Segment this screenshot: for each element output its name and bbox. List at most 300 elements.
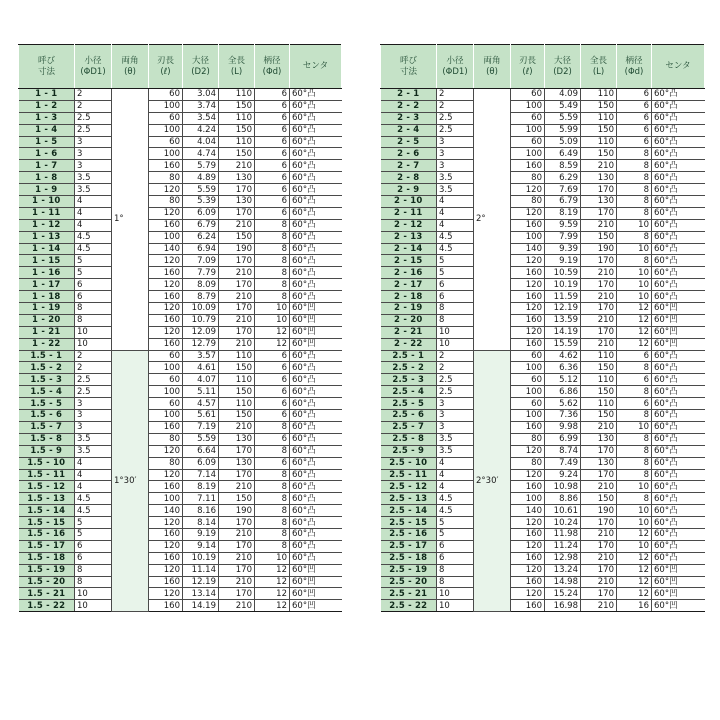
cell-total-length: 110 [581,89,617,101]
cell-shank-dia: 6 [617,124,652,136]
cell-center: 60°凸 [652,196,705,208]
cell-total-length: 190 [219,505,255,517]
table-row [19,148,342,160]
cell-center: 60°凸 [652,112,705,124]
cell-total-length: 210 [581,528,617,540]
table-row [381,338,705,350]
header-label: 全長 [227,55,245,66]
cell-flute-length: 100 [149,231,183,243]
cell-small-dia: 6 [75,540,112,552]
header-size [381,45,437,89]
cell-shank-dia: 6 [255,362,290,374]
cell-flute-length: 100 [511,124,545,136]
cell-total-length: 210 [581,219,617,231]
cell-large-dia: 4.09 [545,89,581,101]
cell-center: 60°凸 [290,362,342,374]
cell-center: 60°凸 [290,481,342,493]
cell-flute-length: 160 [149,219,183,231]
row-code: 2.5 - 21 [381,588,437,600]
header-label: センタ [302,61,329,71]
cell-large-dia: 8.59 [545,160,581,172]
row-code: 2 - 18 [381,291,437,303]
cell-total-length: 150 [219,362,255,374]
row-code: 2.5 - 20 [381,576,437,588]
table-row [381,469,705,481]
cell-flute-length: 100 [149,100,183,112]
cell-total-length: 210 [219,314,255,326]
cell-total-length: 130 [219,433,255,445]
row-code: 1.5 - 4 [19,386,75,398]
cell-center: 60°凹 [290,338,342,350]
cell-total-length: 110 [219,136,255,148]
table-row [381,279,705,291]
header-total-length [219,45,255,89]
cell-center: 60°凸 [290,457,342,469]
cell-shank-dia: 6 [617,112,652,124]
cell-shank-dia: 12 [617,338,652,350]
row-code: 2.5 - 8 [381,433,437,445]
table-row [19,136,342,148]
cell-total-length: 150 [581,231,617,243]
row-code: 2 - 5 [381,136,437,148]
cell-large-dia: 5.59 [183,184,219,196]
cell-total-length: 170 [581,255,617,267]
cell-flute-length: 140 [511,243,545,255]
cell-flute-length: 120 [149,303,183,315]
table-row [381,457,705,469]
cell-large-dia: 11.98 [545,528,581,540]
cell-total-length: 110 [581,136,617,148]
cell-total-length: 130 [581,172,617,184]
cell-total-length: 150 [581,386,617,398]
header-unit: 寸法 [399,66,417,77]
cell-small-dia: 4 [437,469,474,481]
cell-shank-dia: 8 [617,172,652,184]
cell-small-dia: 2 [75,89,112,101]
cell-center: 60°凸 [290,89,342,101]
cell-large-dia: 12.09 [183,326,219,338]
cell-large-dia: 15.24 [545,588,581,600]
cell-shank-dia: 10 [255,314,290,326]
cell-center: 60°凹 [290,600,342,612]
cell-shank-dia: 8 [617,148,652,160]
cell-flute-length: 100 [149,148,183,160]
table-row [19,410,342,422]
cell-center: 60°凸 [652,362,705,374]
cell-center: 60°凸 [652,124,705,136]
cell-small-dia: 8 [75,576,112,588]
table-row [381,255,705,267]
cell-center: 60°凸 [290,505,342,517]
cell-flute-length: 120 [149,326,183,338]
cell-small-dia: 3 [437,148,474,160]
cell-total-length: 150 [219,100,255,112]
table-row [19,457,342,469]
cell-shank-dia: 8 [255,517,290,529]
header-label: 大径 [191,55,209,66]
cell-shank-dia: 6 [255,398,290,410]
row-code: 2.5 - 16 [381,528,437,540]
row-code: 2.5 - 17 [381,540,437,552]
cell-total-length: 130 [219,196,255,208]
table-row [381,528,705,540]
header-label: センタ [665,61,691,71]
cell-shank-dia: 6 [617,89,652,101]
header-unit: (Φd) [624,66,644,77]
row-code: 2.5 - 12 [381,481,437,493]
cell-flute-length: 120 [511,184,545,196]
table-row [19,386,342,398]
cell-small-dia: 10 [437,338,474,350]
cell-small-dia: 8 [437,564,474,576]
row-code: 1.5 - 21 [19,588,75,600]
cell-flute-length: 80 [149,172,183,184]
cell-small-dia: 10 [75,588,112,600]
cell-total-length: 210 [581,267,617,279]
cell-small-dia: 3 [437,136,474,148]
row-code: 2.5 - 6 [381,410,437,422]
cell-center: 60°凸 [652,350,705,362]
row-code: 2.5 - 18 [381,552,437,564]
cell-small-dia: 5 [75,267,112,279]
table-row [381,243,705,255]
row-code: 1.5 - 2 [19,362,75,374]
cell-shank-dia: 12 [255,600,290,612]
header-label: 刃長 [156,55,174,66]
cell-total-length: 170 [219,445,255,457]
table-row [19,184,342,196]
cell-shank-dia: 8 [617,457,652,469]
cell-small-dia: 4 [437,457,474,469]
cell-shank-dia: 6 [255,433,290,445]
cell-flute-length: 100 [511,493,545,505]
table-row [19,314,342,326]
cell-flute-length: 160 [149,291,183,303]
cell-angle: 2° [474,89,511,351]
cell-total-length: 170 [219,540,255,552]
cell-shank-dia: 6 [617,100,652,112]
cell-small-dia: 2 [437,350,474,362]
cell-total-length: 210 [581,576,617,588]
cell-large-dia: 6.09 [183,457,219,469]
cell-small-dia: 5 [75,517,112,529]
cell-large-dia: 10.19 [183,552,219,564]
cell-large-dia: 6.99 [545,433,581,445]
row-code: 1 - 8 [19,172,75,184]
cell-center: 60°凸 [290,493,342,505]
cell-flute-length: 60 [149,350,183,362]
cell-shank-dia: 10 [617,540,652,552]
cell-center: 60°凸 [290,386,342,398]
cell-flute-length: 140 [149,243,183,255]
cell-total-length: 210 [219,291,255,303]
cell-flute-length: 120 [149,445,183,457]
row-code: 1 - 14 [19,243,75,255]
cell-center: 60°凹 [652,338,705,350]
row-code: 2 - 12 [381,219,437,231]
header-size [19,45,75,89]
cell-center: 60°凸 [290,433,342,445]
cell-center: 60°凸 [290,100,342,112]
cell-small-dia: 8 [75,314,112,326]
header-label: 刃長 [518,55,536,66]
cell-small-dia: 3.5 [75,433,112,445]
cell-large-dia: 6.49 [545,148,581,160]
cell-total-length: 190 [581,243,617,255]
cell-shank-dia: 10 [617,517,652,529]
cell-angle: 1°30′ [112,350,149,612]
row-code: 1 - 22 [19,338,75,350]
row-code: 2 - 2 [381,100,437,112]
cell-total-length: 110 [219,350,255,362]
cell-large-dia: 10.24 [545,517,581,529]
cell-total-length: 110 [219,112,255,124]
cell-total-length: 210 [219,267,255,279]
cell-shank-dia: 8 [617,410,652,422]
cell-shank-dia: 8 [617,469,652,481]
header-unit: (D2) [191,66,210,77]
cell-center: 60°凸 [652,243,705,255]
cell-large-dia: 7.19 [183,421,219,433]
cell-center: 60°凸 [290,517,342,529]
cell-flute-length: 100 [511,100,545,112]
table-row [381,148,705,160]
row-code: 1 - 9 [19,184,75,196]
cell-shank-dia: 10 [617,243,652,255]
cell-total-length: 170 [581,207,617,219]
table-row [381,219,705,231]
table-row [19,588,342,600]
table-row [381,362,705,374]
cell-small-dia: 6 [437,291,474,303]
cell-total-length: 190 [581,505,617,517]
cell-flute-length: 120 [511,207,545,219]
cell-center: 60°凸 [652,148,705,160]
cell-small-dia: 6 [75,279,112,291]
cell-shank-dia: 10 [617,421,652,433]
cell-large-dia: 4.62 [545,350,581,362]
cell-center: 60°凸 [652,398,705,410]
cell-center: 60°凸 [290,172,342,184]
cell-center: 60°凸 [652,433,705,445]
cell-total-length: 150 [219,410,255,422]
table-row [381,588,705,600]
cell-flute-length: 160 [511,552,545,564]
table-row [381,184,705,196]
cell-center: 60°凸 [290,469,342,481]
cell-large-dia: 5.39 [183,196,219,208]
cell-large-dia: 5.12 [545,374,581,386]
cell-small-dia: 3 [75,421,112,433]
cell-small-dia: 4 [75,469,112,481]
table-row [19,350,342,362]
cell-large-dia: 5.59 [545,112,581,124]
cell-total-length: 210 [581,338,617,350]
cell-large-dia: 4.61 [183,362,219,374]
cell-total-length: 170 [219,303,255,315]
cell-large-dia: 7.49 [545,457,581,469]
cell-center: 60°凹 [290,576,342,588]
cell-shank-dia: 8 [255,421,290,433]
cell-flute-length: 100 [511,362,545,374]
cell-shank-dia: 12 [617,528,652,540]
cell-total-length: 170 [219,517,255,529]
cell-center: 60°凸 [290,279,342,291]
row-code: 2.5 - 11 [381,469,437,481]
table-row [19,576,342,588]
cell-shank-dia: 10 [255,303,290,315]
cell-small-dia: 3 [75,148,112,160]
header-label: 全長 [589,55,607,66]
cell-shank-dia: 10 [617,505,652,517]
cell-total-length: 170 [581,184,617,196]
cell-shank-dia: 6 [255,410,290,422]
cell-total-length: 210 [581,600,617,612]
cell-flute-length: 160 [511,421,545,433]
cell-large-dia: 11.24 [545,540,581,552]
row-code: 1.5 - 9 [19,445,75,457]
table-row [381,552,705,564]
row-code: 1 - 7 [19,160,75,172]
cell-small-dia: 10 [75,338,112,350]
cell-large-dia: 8.19 [545,207,581,219]
cell-flute-length: 160 [149,421,183,433]
cell-shank-dia: 8 [617,255,652,267]
cell-total-length: 150 [581,124,617,136]
cell-total-length: 170 [581,326,617,338]
cell-small-dia: 4.5 [437,505,474,517]
cell-shank-dia: 8 [255,243,290,255]
cell-center: 60°凸 [652,540,705,552]
header-center [290,45,342,89]
row-code: 2 - 13 [381,231,437,243]
cell-large-dia: 3.74 [183,100,219,112]
cell-small-dia: 4.5 [437,243,474,255]
cell-small-dia: 2.5 [75,374,112,386]
cell-shank-dia: 6 [255,136,290,148]
cell-flute-length: 60 [511,89,545,101]
cell-center: 60°凸 [290,374,342,386]
table-row [381,540,705,552]
cell-large-dia: 4.24 [183,124,219,136]
row-code: 1.5 - 1 [19,350,75,362]
cell-center: 60°凸 [290,540,342,552]
cell-center: 60°凸 [652,291,705,303]
header-label: 両角 [121,55,139,66]
cell-center: 60°凹 [290,314,342,326]
cell-small-dia: 10 [437,588,474,600]
cell-shank-dia: 6 [255,112,290,124]
cell-small-dia: 2.5 [437,112,474,124]
header-label: 大径 [553,55,571,66]
row-code: 1.5 - 15 [19,517,75,529]
cell-center: 60°凸 [652,207,705,219]
cell-large-dia: 13.24 [545,564,581,576]
cell-large-dia: 6.86 [545,386,581,398]
cell-center: 60°凸 [290,196,342,208]
cell-total-length: 110 [581,112,617,124]
cell-flute-length: 160 [149,552,183,564]
cell-flute-length: 120 [511,588,545,600]
table-row [19,469,342,481]
cell-flute-length: 120 [149,517,183,529]
row-code: 2.5 - 2 [381,362,437,374]
cell-large-dia: 13.14 [183,588,219,600]
cell-center: 60°凸 [652,410,705,422]
cell-shank-dia: 6 [255,148,290,160]
cell-large-dia: 11.59 [545,291,581,303]
table-row [19,326,342,338]
cell-flute-length: 60 [511,398,545,410]
cell-center: 60°凸 [290,219,342,231]
cell-large-dia: 6.79 [545,196,581,208]
cell-center: 60°凸 [652,184,705,196]
row-code: 2 - 22 [381,338,437,350]
row-code: 2 - 21 [381,326,437,338]
cell-total-length: 150 [219,124,255,136]
header-label: 両角 [483,55,501,66]
row-code: 2.5 - 5 [381,398,437,410]
cell-small-dia: 2 [75,362,112,374]
cell-flute-length: 160 [511,338,545,350]
cell-shank-dia: 12 [617,326,652,338]
cell-small-dia: 6 [437,552,474,564]
table-row [381,493,705,505]
cell-shank-dia: 8 [617,196,652,208]
cell-large-dia: 8.14 [183,517,219,529]
table-row [19,124,342,136]
cell-center: 60°凸 [290,112,342,124]
cell-total-length: 110 [219,374,255,386]
row-code: 1.5 - 6 [19,410,75,422]
cell-small-dia: 3 [437,398,474,410]
table-row [19,112,342,124]
cell-shank-dia: 8 [255,505,290,517]
cell-shank-dia: 8 [617,207,652,219]
cell-small-dia: 4 [75,196,112,208]
row-code: 2.5 - 10 [381,457,437,469]
cell-large-dia: 9.24 [545,469,581,481]
cell-small-dia: 5 [75,528,112,540]
cell-center: 60°凸 [652,493,705,505]
cell-shank-dia: 6 [617,350,652,362]
cell-shank-dia: 12 [617,303,652,315]
cell-small-dia: 4 [437,207,474,219]
cell-large-dia: 10.98 [545,481,581,493]
row-code: 1.5 - 18 [19,552,75,564]
cell-flute-length: 160 [511,528,545,540]
cell-total-length: 150 [581,100,617,112]
cell-large-dia: 8.86 [545,493,581,505]
row-code: 1.5 - 22 [19,600,75,612]
cell-shank-dia: 12 [255,588,290,600]
cell-small-dia: 3.5 [437,433,474,445]
cell-total-length: 210 [219,338,255,350]
cell-flute-length: 80 [149,433,183,445]
cell-large-dia: 8.16 [183,505,219,517]
cell-center: 60°凸 [652,374,705,386]
cell-shank-dia: 8 [255,267,290,279]
row-code: 1.5 - 14 [19,505,75,517]
header-label: 呼び [37,55,55,66]
row-code: 2 - 14 [381,243,437,255]
header-angle [474,45,511,89]
table-row [19,505,342,517]
cell-center: 60°凸 [652,386,705,398]
cell-flute-length: 60 [511,350,545,362]
cell-flute-length: 160 [149,600,183,612]
cell-shank-dia: 6 [255,196,290,208]
